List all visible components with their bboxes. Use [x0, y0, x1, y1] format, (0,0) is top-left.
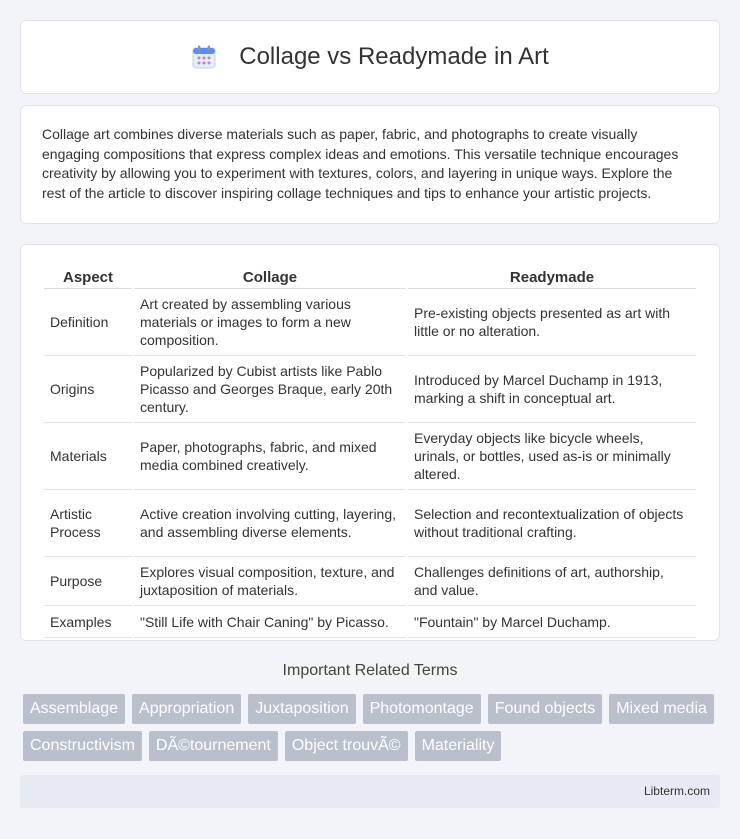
footer-site-link[interactable]: Libterm.com — [643, 784, 710, 798]
row-aspect: Examples — [44, 606, 132, 638]
table-row — [44, 606, 696, 638]
row-readymade: Everyday objects like bicycle wheels, urinals, or bottles, used as-is or minimally altered. — [408, 423, 696, 490]
tag-found-objects[interactable]: Found objects — [488, 694, 603, 724]
row-readymade: Introduced by Marcel Duchamp in 1913, marking a shift in conceptual art. — [408, 356, 696, 423]
row-readymade: Challenges definitions of art, authorship, and value. — [408, 557, 696, 606]
tag-juxtaposition[interactable]: Juxtaposition — [248, 694, 355, 724]
header-card — [20, 20, 720, 94]
intro-text: Collage art combines diverse materials such as paper, fabric, and photographs to create visually engaging compositions that express complex ideas and emotions. This versatile technique encourages creativity by allowing you to experiment with textures, colors, and layering in unique ways. Explore the rest of the article to discover inspiring collage techniques and tips to enhance your artistic projects. — [42, 126, 679, 201]
tag-materiality[interactable]: Materiality — [415, 731, 502, 761]
tag-object-trouve[interactable]: Object trouvÃ© — [285, 731, 408, 761]
row-collage: Active creation involving cutting, layering, and assembling diverse elements. — [134, 490, 406, 557]
row-readymade: Selection and recontextualization of objects without traditional crafting. — [408, 490, 696, 557]
page-title: Collage vs Readymade in Art — [239, 43, 549, 70]
tag-photomontage[interactable]: Photomontage — [363, 694, 481, 724]
row-collage: Art created by assembling various materials or images to form a new composition. — [134, 289, 406, 356]
related-terms-title: Important Related Terms — [282, 662, 458, 679]
row-aspect: Origins — [44, 356, 132, 423]
table-row — [44, 557, 696, 606]
related-terms-list — [23, 694, 723, 768]
tag-detournement[interactable]: DÃ©tournement — [149, 731, 278, 761]
table-row — [44, 356, 696, 423]
table-header-row — [44, 265, 696, 289]
row-readymade: Pre-existing objects presented as art with little or no alteration. — [408, 289, 696, 356]
header-aspect: Aspect — [44, 265, 132, 289]
header-collage: Collage — [134, 265, 406, 289]
tag-appropriation[interactable]: Appropriation — [132, 694, 241, 724]
row-collage: Explores visual composition, texture, and juxtaposition of materials. — [134, 557, 406, 606]
table-row — [44, 289, 696, 356]
row-collage: Popularized by Cubist artists like Pablo Picasso and Georges Braque, early 20th century. — [134, 356, 406, 423]
intro-card — [20, 105, 720, 224]
comparison-table-card — [20, 244, 720, 641]
row-aspect: Definition — [44, 289, 132, 356]
calendar-icon — [191, 44, 217, 70]
tag-assemblage[interactable]: Assemblage — [23, 694, 125, 724]
table-row — [44, 490, 696, 557]
row-collage: "Still Life with Chair Caning" by Picasso. — [134, 606, 406, 638]
footer — [20, 775, 720, 808]
row-aspect: Artistic Process — [44, 490, 132, 557]
tag-mixed-media[interactable]: Mixed media — [609, 694, 714, 724]
table-row — [44, 423, 696, 490]
row-collage: Paper, photographs, fabric, and mixed media combined creatively. — [134, 423, 406, 490]
tag-constructivism[interactable]: Constructivism — [23, 731, 142, 761]
row-readymade: "Fountain" by Marcel Duchamp. — [408, 606, 696, 638]
row-aspect: Purpose — [44, 557, 132, 606]
header-readymade: Readymade — [408, 265, 696, 289]
row-aspect: Materials — [44, 423, 132, 490]
comparison-table — [42, 265, 698, 638]
